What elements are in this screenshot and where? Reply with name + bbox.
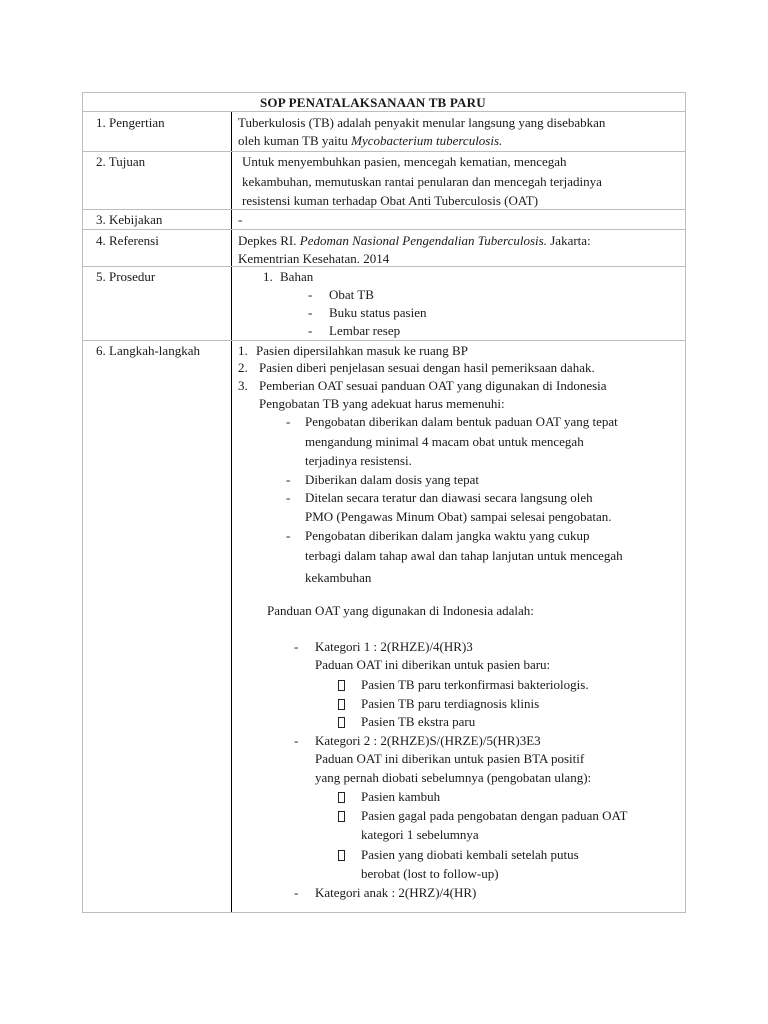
dash-bullet: -	[308, 287, 313, 302]
square-bullet-icon	[338, 811, 345, 822]
column-divider	[231, 111, 232, 913]
requirement-line: terbagi dalam tahap awal dan tahap lanjutan untuk mencegah	[305, 548, 623, 563]
square-bullet-icon	[338, 717, 345, 728]
prosedur-heading-number: 1.	[263, 269, 273, 284]
step-number: 1.	[238, 343, 248, 358]
referensi-author: Depkes RI.	[238, 233, 297, 248]
tujuan-label: 2. Tujuan	[96, 154, 146, 169]
requirement-line: mengandung minimal 4 macam obat untuk mencegah	[305, 434, 584, 449]
kategori-2-item: Pasien kambuh	[361, 789, 441, 804]
referensi-text-line1	[238, 233, 591, 249]
dash-bullet: -	[286, 528, 291, 543]
step-number: 2.	[238, 360, 248, 375]
requirement-line: Diberikan dalam dosis yang tepat	[305, 472, 480, 487]
square-bullet-icon	[338, 792, 345, 803]
requirement-line: Pengobatan diberikan dalam jangka waktu yang cukup	[305, 528, 590, 543]
kategori-anak-title: Kategori anak : 2(HRZ)/4(HR)	[315, 885, 477, 900]
kategori-2-item: kategori 1 sebelumnya	[361, 827, 479, 842]
dash-bullet: -	[286, 490, 291, 505]
referensi-label: 4. Referensi	[96, 233, 159, 248]
langkah-label: 6. Langkah-langkah	[96, 343, 200, 358]
step-text: Pemberian OAT sesuai panduan OAT yang digunakan di Indonesia	[259, 378, 607, 393]
tujuan-text-line: kekambuhan, memutuskan rantai penularan dan mencegah terjadinya	[242, 174, 602, 189]
requirement-line: terjadinya resistensi.	[305, 453, 412, 468]
referensi-book-title: Pedoman Nasional Pengendalian Tuberculosis.	[299, 233, 547, 248]
dash-bullet: -	[286, 414, 291, 429]
step-number: 3.	[238, 378, 248, 393]
prosedur-heading: Bahan	[280, 269, 314, 284]
kategori-2-item: Pasien gagal pada pengobatan dengan paduan OAT	[361, 808, 628, 823]
kategori-1-item: Pasien TB paru terkonfirmasi bakteriologis.	[361, 677, 589, 692]
pengertian-text-line1: Tuberkulosis (TB) adalah penyakit menular langsung yang disebabkan	[238, 115, 606, 130]
tujuan-text-line: Untuk menyembuhkan pasien, mencegah kematian, mencegah	[242, 154, 567, 169]
requirement-line: PMO (Pengawas Minum Obat) sampai selesai pengobatan.	[305, 509, 612, 524]
dash-bullet: -	[294, 639, 299, 654]
kebijakan-value: -	[238, 212, 243, 227]
kebijakan-label: 3. Kebijakan	[96, 212, 163, 227]
pengertian-species: Mycobacterium tuberculosis.	[351, 133, 503, 148]
dash-bullet: -	[294, 733, 299, 748]
tujuan-text-line: resistensi kuman terhadap Obat Anti Tuberculosis (OAT)	[242, 193, 539, 208]
square-bullet-icon	[338, 850, 345, 861]
requirement-line: kekambuhan	[305, 570, 372, 585]
dash-bullet: -	[308, 323, 313, 338]
requirement-line: Ditelan secara teratur dan diawasi secara langsung oleh	[305, 490, 593, 505]
document-title: SOP PENATALAKSANAAN TB PARU	[260, 95, 486, 110]
kategori-1-title: Kategori 1 : 2(RHZE)/4(HR)3	[315, 639, 473, 654]
prosedur-label: 5. Prosedur	[96, 269, 156, 284]
table-left-border	[82, 92, 83, 913]
row-divider	[82, 111, 685, 112]
square-bullet-icon	[338, 699, 345, 710]
row-divider	[82, 229, 685, 230]
kategori-1-item: Pasien TB paru terdiagnosis klinis	[361, 696, 540, 711]
dash-bullet: -	[294, 885, 299, 900]
kategori-2-item: Pasien yang diobati kembali setelah putus	[361, 847, 579, 862]
referensi-text-line2: Kementrian Kesehatan. 2014	[238, 251, 390, 266]
step-text-continuation: Pengobatan TB yang adekuat harus memenuhi:	[259, 396, 505, 411]
dash-bullet: -	[286, 472, 291, 487]
kategori-1-description: Paduan OAT ini diberikan untuk pasien baru:	[315, 657, 551, 672]
table-right-border	[685, 92, 686, 913]
kategori-2-description: Paduan OAT ini diberikan untuk pasien BTA positif	[315, 751, 585, 766]
row-divider	[82, 209, 685, 210]
kategori-2-item: berobat (lost to follow-up)	[361, 866, 499, 881]
pengertian-label: 1. Pengertian	[96, 115, 165, 130]
step-text: Pasien diberi penjelasan sesuai dengan hasil pemeriksaan dahak.	[259, 360, 595, 375]
bahan-item: Lembar resep	[329, 323, 401, 338]
row-divider	[82, 340, 685, 341]
bahan-item: Buku status pasien	[329, 305, 427, 320]
row-divider	[82, 151, 685, 152]
kategori-2-title: Kategori 2 : 2(RHZE)S/(HRZE)/5(HR)3E3	[315, 733, 541, 748]
dash-bullet: -	[308, 305, 313, 320]
kategori-2-description: yang pernah diobati sebelumnya (pengobatan ulang):	[315, 770, 592, 785]
row-divider	[82, 92, 685, 93]
pengertian-text-line2	[238, 133, 502, 149]
step-text: Pasien dipersilahkan masuk ke ruang BP	[256, 343, 468, 358]
pengertian-text: oleh kuman TB yaitu	[238, 133, 348, 148]
kategori-1-item: Pasien TB ekstra paru	[361, 714, 476, 729]
bahan-item: Obat TB	[329, 287, 374, 302]
square-bullet-icon	[338, 680, 345, 691]
row-divider	[82, 912, 685, 913]
panduan-heading: Panduan OAT yang digunakan di Indonesia adalah:	[267, 603, 534, 618]
requirement-line: Pengobatan diberikan dalam bentuk paduan OAT yang tepat	[305, 414, 618, 429]
referensi-city: Jakarta:	[550, 233, 591, 248]
